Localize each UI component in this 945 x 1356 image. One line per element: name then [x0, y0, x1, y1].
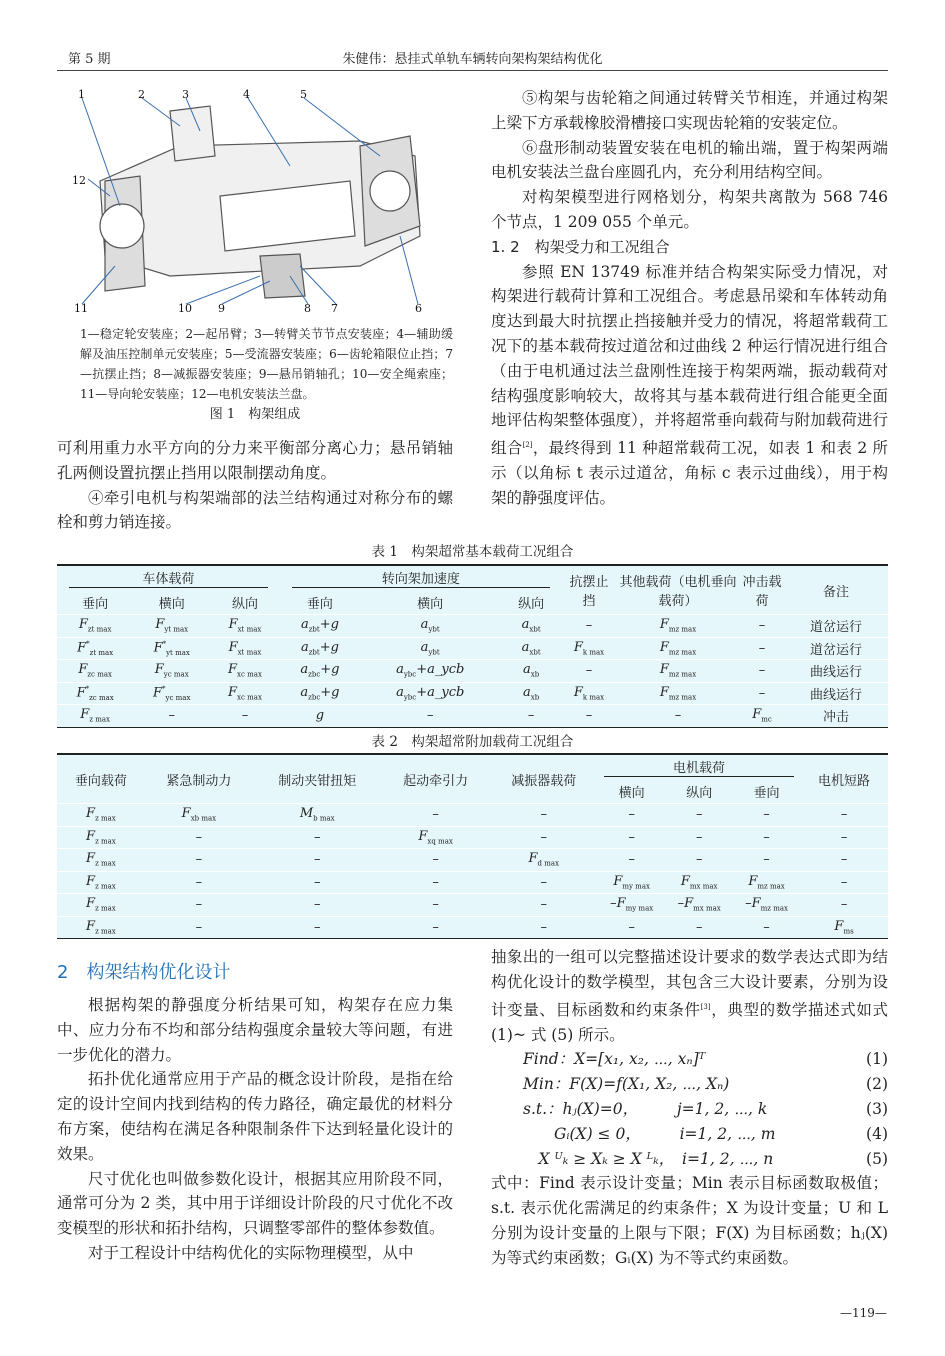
- equation-expression: s.t.：hⱼ(X)=0， j=1, 2, ⋯, k: [523, 1099, 768, 1118]
- table-subheader: 垂向: [82, 596, 109, 612]
- table-cell: $a_{zbc}+g$: [280, 660, 360, 683]
- table-cell: –: [490, 826, 598, 849]
- table-cell: –: [733, 916, 800, 939]
- table-cell: $-F_{my max}$: [598, 894, 666, 917]
- callout-10: 10: [178, 302, 192, 315]
- table2-header: 电机短路: [818, 773, 871, 789]
- table-cell: –: [133, 705, 210, 728]
- table-cell: –: [800, 804, 888, 827]
- figure-legend: 1—稳定轮安装座；2—起吊臂；3—转臂关节节点安装座；4—辅助缓解及油压控制单元安装座；5—受流器安装座；6—齿轮箱限位止挡；7—抗摆止挡；8—减振器安装座；9—悬吊销轴孔；10—安全绳索座；11—导向轮安装座；12—电机安装法兰盘。: [80, 327, 453, 401]
- table1: [57, 564, 888, 728]
- table-cell: –: [382, 804, 490, 827]
- table-cell: –: [145, 826, 253, 849]
- table-subheader: 垂向: [753, 785, 780, 801]
- table-cell: –: [490, 871, 598, 894]
- callout-2: 2: [138, 88, 145, 101]
- table-cell: –: [253, 871, 382, 894]
- table-row: [57, 826, 888, 849]
- table-cell: –: [145, 916, 253, 939]
- table-cell: $a_{ybt}$: [360, 615, 500, 638]
- table-cell: $F_{zt max}$: [57, 615, 133, 638]
- equation-number: (4): [866, 1124, 888, 1143]
- table-cell: –: [598, 916, 666, 939]
- table-cell: –: [665, 804, 733, 827]
- table-cell: $F_{mz max}$: [616, 660, 740, 683]
- paragraph: 对于工程设计中结构优化的实际物理模型，从中: [88, 1243, 414, 1262]
- table-cell: –: [800, 871, 888, 894]
- table-row: [57, 682, 888, 705]
- paragraph-text: ，最终得到 11 种超常载荷工况，如表 1 和表 2 所示（以角标 t 表示过道岔，角标 c 表示过曲线），用于构架的静强度评估。: [491, 439, 888, 507]
- table-row: [57, 615, 888, 638]
- table-cell: $F_{z max}$: [57, 849, 145, 872]
- table-cell: –: [145, 894, 253, 917]
- table-cell: –: [733, 804, 800, 827]
- table2-header: 起动牵引力: [403, 773, 469, 789]
- table-row: [57, 637, 888, 660]
- table-cell: $F_{z max}$: [57, 826, 145, 849]
- table-row: [57, 705, 888, 728]
- paragraph-text: 抽象出的一组可以完整描述设计要求的数学表达式即为结构优化设计的数学模型，其包含三大设计要素，分别为设计变量、目标函数和约束条件: [491, 948, 888, 1019]
- table-cell: $a_{ybc}+a\_ycb$: [360, 660, 500, 683]
- table-cell: $a_{zbt}+g$: [280, 637, 360, 660]
- paragraph: 可利用重力水平方向的分力来平衡部分离心力；悬吊销轴孔两侧设置抗摆止挡用以限制摆动角度。: [57, 439, 453, 482]
- equation-number: (1): [866, 1050, 888, 1069]
- callout-4: 4: [243, 88, 250, 101]
- table-cell: –: [800, 826, 888, 849]
- paragraph: 尺寸优化也叫做参数化设计，根据其应用阶段不同，通常可分为 2 类，其中用于详细设计阶段的尺寸优化不改变模型的形状和拓扑结构，只调整零部件的整体参数值。: [57, 1169, 453, 1238]
- table-cell: $F_{mx max}$: [665, 871, 733, 894]
- table2-header: 制动夹钳扭矩: [278, 773, 357, 789]
- table-cell: –: [800, 849, 888, 872]
- paragraph: 式中：Find 表示设计变量；Min 表示目标函数取极值；s.t. 表示优化需满足的约束条件；X 为设计变量；U 和 L 分别为设计变量的上限与下限；F(X) 为目标函数；hⱼ(X) 为等式约束函数；Gᵢ(X) 为不等式约束函数。: [491, 1174, 888, 1267]
- table2: [57, 753, 888, 939]
- table-cell: –: [598, 849, 666, 872]
- cell-term: +g: [319, 639, 339, 655]
- table1-header: 备注: [822, 584, 849, 600]
- table2-group-header: 电机载荷: [604, 757, 794, 777]
- table-cell: –: [562, 660, 616, 683]
- table-cell: –: [490, 916, 598, 939]
- table-cell: 冲击: [784, 705, 888, 728]
- table-cell: $F^*_{zc max}$: [57, 682, 133, 705]
- table-cell: –: [733, 826, 800, 849]
- table2-header: 垂向载荷: [74, 773, 127, 789]
- table-cell: $a_{ybc}+a\_ycb$: [360, 682, 500, 705]
- table-cell: 曲线运行: [784, 682, 888, 705]
- table-cell: g: [280, 705, 360, 728]
- paragraph: ⑤构架与齿轮箱之间通过转臂关节相连，并通过构架上梁下方承载橡胶滑槽接口实现齿轮箱的安装定位。: [491, 89, 888, 132]
- table-subheader: 纵向: [518, 596, 545, 612]
- table-cell: $F_{ms}$: [800, 916, 888, 939]
- table-cell: $F_{zc max}$: [57, 660, 133, 683]
- figure-title: 图 1 构架组成: [209, 407, 301, 422]
- paragraph: [491, 260, 888, 511]
- paragraph: 根据构架的静强度分析结果可知，构架存在应力集中、应力分布不均和部分结构强度余量较大等问题，有进一步优化的潜力。: [57, 996, 453, 1064]
- table-cell: $F_{d max}$: [490, 849, 598, 872]
- callout-9: 9: [218, 302, 225, 315]
- table-cell: $a_{xb}$: [500, 682, 562, 705]
- table-cell: –: [382, 894, 490, 917]
- table-subheader: 纵向: [686, 785, 713, 801]
- equation-number: (3): [866, 1099, 888, 1118]
- table-cell: –: [382, 849, 490, 872]
- table-subheader: 垂向: [306, 596, 333, 612]
- table-cell: $F_{xt max}$: [210, 615, 280, 638]
- table-cell: –: [500, 705, 562, 728]
- table1-title: 表 1 构架超常基本载荷工况组合: [371, 544, 574, 560]
- table-cell: $F_{yt max}$: [133, 615, 210, 638]
- table-cell: –: [360, 705, 500, 728]
- table1-group-header: 车体载荷: [69, 568, 268, 588]
- cell-term: +g: [320, 662, 340, 678]
- table-cell: –: [800, 894, 888, 917]
- cell-term: +a_ycb: [416, 684, 465, 700]
- citation: [2]: [522, 441, 533, 450]
- table-cell: –: [382, 871, 490, 894]
- table-row: [57, 894, 888, 917]
- table1-group-header: 转向架加速度: [292, 568, 550, 588]
- callout-12: 12: [72, 174, 86, 187]
- table2-title: 表 2 构架超常附加载荷工况组合: [371, 734, 574, 750]
- table-cell: $-F_{mx max}$: [665, 894, 733, 917]
- table-cell: –: [253, 894, 382, 917]
- paragraph: ④牵引电机与构架端部的法兰结构通过对称分布的螺栓和剪力销连接。: [57, 488, 453, 532]
- table-cell: –: [145, 871, 253, 894]
- equation-number: (5): [866, 1149, 888, 1168]
- table-cell: $F_{mz max}$: [616, 682, 740, 705]
- table-cell: –: [616, 705, 740, 728]
- subsection-heading: 1. 2 构架受力和工况组合: [491, 237, 670, 256]
- table-cell: 道岔运行: [784, 615, 888, 638]
- table-cell: $F_{xq max}$: [382, 826, 490, 849]
- table-row: [57, 849, 888, 872]
- table-cell: $F_{xb max}$: [145, 804, 253, 827]
- table-cell: $F_{z max}$: [57, 871, 145, 894]
- header-rule: [57, 70, 888, 71]
- table-cell: $a_{xbt}$: [500, 615, 562, 638]
- table-cell: –: [145, 849, 253, 872]
- table-subheader: 纵向: [231, 596, 258, 612]
- cell-term: +g: [320, 684, 340, 700]
- table-cell: –: [490, 894, 598, 917]
- table-subheader: 横向: [618, 785, 645, 801]
- table-cell: 道岔运行: [784, 637, 888, 660]
- table-cell: $F_{xt max}$: [210, 637, 280, 660]
- equation: [523, 1072, 888, 1097]
- table-cell: $F_{z max}$: [57, 804, 145, 827]
- table-cell: $a_{zbt}+g$: [280, 615, 360, 638]
- table-cell: $a_{zbc}+g$: [280, 682, 360, 705]
- equation: [523, 1047, 888, 1072]
- table2-header: 减振器载荷: [511, 773, 577, 789]
- equation-expression: Find：X=[x₁, x₂, ⋯, xₙ]ᵀ: [523, 1050, 706, 1069]
- table-row: [57, 804, 888, 827]
- callout-6: 6: [415, 302, 422, 315]
- equation-expression: Gᵢ(X) ≤ 0， i=1, 2, ⋯, m: [523, 1124, 776, 1143]
- paragraph-text: 参照 EN 13749 标准并结合构架实际受力情况，对构架进行载荷计算和工况组合。考虑悬吊梁和车体转动角度达到最大时抗摆止挡接触并受力的情况，将超常载荷工况下的基本载荷按过道岔和过曲线 2 种运行情况进行组合（由于电机通过法兰盘刚性连接于构架两端，振动载荷对结构强度影响较大，故将其与基本载荷进行组合能更全面地评估构架整体强度），并将超常垂向载荷与附加载荷进行组合: [491, 262, 888, 458]
- table-cell: $M_{b max}$: [253, 804, 382, 827]
- paragraph-text: ，典型的数学描述式如式 (1)~ 式 (5) 所示。: [491, 1000, 888, 1044]
- table-cell: $F_{z max}$: [57, 894, 145, 917]
- table-cell: –: [490, 804, 598, 827]
- table-cell: –: [598, 826, 666, 849]
- paragraph: 对构架模型进行网格划分，构架共离散为 568 746 个节点，1 209 055 个单元。: [491, 188, 888, 231]
- table-cell: $F_{xc max}$: [210, 660, 280, 683]
- table-cell: $F_{yc max}$: [133, 660, 210, 683]
- equation-expression: Min：F(X)=f(X₁, X₂, ⋯, Xₙ): [523, 1075, 730, 1094]
- equation: [523, 1147, 888, 1172]
- table-cell: –: [740, 615, 784, 638]
- table-subheader: 横向: [417, 596, 444, 612]
- cell-term: +g: [319, 617, 339, 633]
- table-cell: $-F_{mz max}$: [733, 894, 800, 917]
- table-cell: $F_{z max}$: [57, 705, 133, 728]
- table-cell: –: [740, 637, 784, 660]
- citation: [3]: [700, 1002, 711, 1011]
- table-row: [57, 660, 888, 683]
- table-cell: $a_{ybt}$: [360, 637, 500, 660]
- issue-number: 第 5 期: [68, 52, 111, 67]
- callout-11: 11: [74, 302, 88, 315]
- equation: [523, 1097, 888, 1122]
- table-cell: $F_{my max}$: [598, 871, 666, 894]
- table-cell: $F_{xc max}$: [210, 682, 280, 705]
- table-subheader: 横向: [158, 596, 185, 612]
- callout-8: 8: [304, 302, 311, 315]
- table1-header: 冲击载荷: [742, 575, 782, 609]
- table-cell: –: [665, 916, 733, 939]
- cell-term: +a_ycb: [416, 662, 465, 678]
- running-title: 朱健伟：悬挂式单轨车辆转向架构架结构优化: [342, 52, 603, 67]
- table-cell: $F^*_{yt max}$: [133, 637, 210, 660]
- paragraph: ⑥盘形制动装置安装在电机的输出端，置于构架两端电机安装法兰盘台座圆孔内，充分利用结构空间。: [491, 138, 888, 182]
- callout-7: 7: [331, 302, 338, 315]
- table-cell: –: [253, 826, 382, 849]
- table-cell: $F^*_{zt max}$: [57, 637, 133, 660]
- table-cell: –: [382, 916, 490, 939]
- table-cell: $F_{mz max}$: [733, 871, 800, 894]
- table-cell: $F_{mz max}$: [616, 637, 740, 660]
- table-cell: 曲线运行: [784, 660, 888, 683]
- callout-5: 5: [300, 88, 307, 101]
- table-cell: $a_{xbt}$: [500, 637, 562, 660]
- table-cell: $F_{mc}$: [740, 705, 784, 728]
- table-cell: $F_{k max}$: [562, 637, 616, 660]
- table-cell: $F_{z max}$: [57, 916, 145, 939]
- paragraph: 拓扑优化通常应用于产品的概念设计阶段，是指在给定的设计空间内找到结构的传力路径，确定最优的材料分布方案，使结构在满足各种限制条件下达到轻量化设计的效果。: [57, 1070, 453, 1163]
- callout-1: 1: [78, 88, 85, 101]
- callout-3: 3: [182, 88, 189, 101]
- table-cell: –: [598, 804, 666, 827]
- table-row: [57, 871, 888, 894]
- table2-header: 紧急制动力: [166, 773, 232, 789]
- equation-number: (2): [866, 1075, 888, 1094]
- page-number: —119—: [840, 1306, 887, 1320]
- table-cell: –: [210, 705, 280, 728]
- table-cell: –: [253, 849, 382, 872]
- table-cell: –: [733, 849, 800, 872]
- table1-header: 其他载荷（电机垂向载荷）: [619, 575, 737, 609]
- bogie-frame-figure: [60, 86, 455, 318]
- table-cell: –: [562, 615, 616, 638]
- section-heading: 2 构架结构优化设计: [57, 962, 231, 983]
- table-cell: –: [562, 705, 616, 728]
- table-cell: –: [253, 916, 382, 939]
- table-cell: $F_{mz max}$: [616, 615, 740, 638]
- table-cell: $F_{k max}$: [562, 682, 616, 705]
- table-cell: –: [665, 849, 733, 872]
- table-cell: –: [665, 826, 733, 849]
- table1-header: 抗摆止挡: [569, 575, 609, 609]
- table-cell: –: [740, 660, 784, 683]
- table-cell: $a_{xb}$: [500, 660, 562, 683]
- table-cell: –: [740, 682, 784, 705]
- equation: [523, 1122, 888, 1147]
- table-cell: $F^*_{yc max}$: [133, 682, 210, 705]
- equation-expression: X ᵁₖ ≥ Xₖ ≥ X ᴸₖ， i=1, 2, ⋯, n: [523, 1149, 774, 1168]
- table-row: [57, 916, 888, 939]
- paragraph: [491, 945, 888, 1047]
